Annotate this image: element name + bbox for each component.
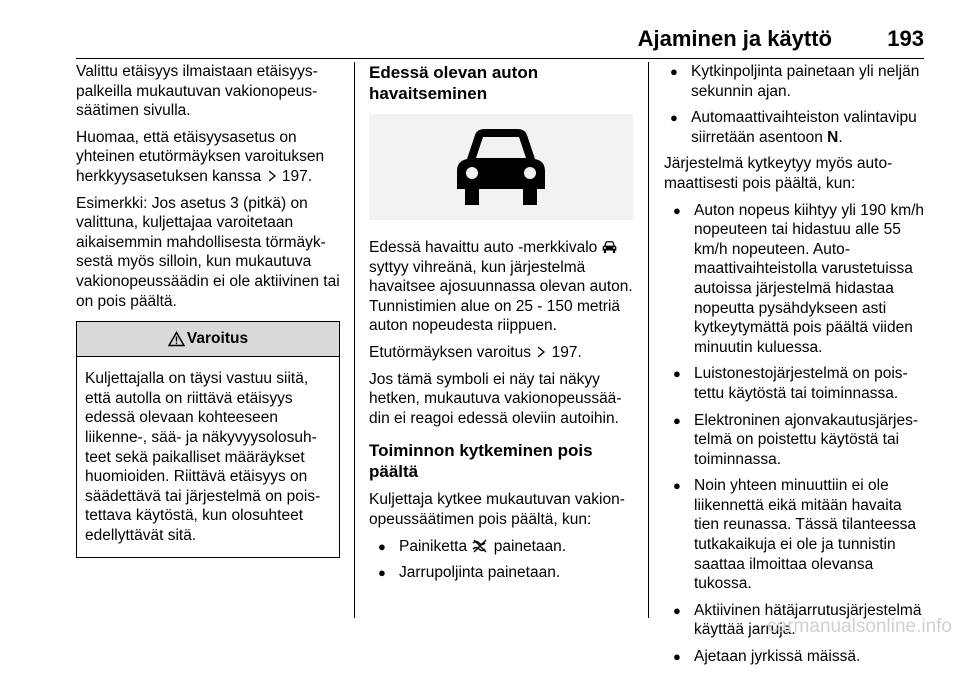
warning-triangle-icon (168, 331, 185, 347)
page-header (76, 22, 924, 58)
page-number: 193 (887, 26, 924, 51)
list-item: ● Auton nopeus kiihtyy yli 190 km/h nopeuteen tai hidastuu alle 55 km/h nopeuteen. Automaattivaihteistolla varustetuissa autoissa järjestelmä hidastaa nopeutta pysähdykseen asti kytkeytymättä pois päältä viiden minuutin kuluessa. (664, 201, 926, 358)
page-ref-link[interactable]: 197. (551, 343, 582, 361)
warning-body (77, 357, 339, 557)
paragraph: Järjestelmä kytkeytyy myös automaattisesti pois päältä, kun: (664, 155, 893, 192)
section-heading: Toiminnon kytkeminen pois päältä (369, 441, 593, 482)
gear-position: N (827, 128, 839, 146)
warning-text: Kuljettajalla on täysi vastuu siitä, että autolla on riittävä etäisyys edessä olevaan kohteeseen liikenne-, sää- ja näkyvyysolosuhteet sekä paikalliset määräykset huomioiden. Riittävä etäisyys on säädettävä tai järjestelmä on poistettava käytöstä, kun olosuhteet edellyttävät sitä. (85, 370, 321, 544)
paragraph: Jos tämä symboli ei näy tai näkyy hetken, mukautuva vakionopeussäädin ei reagoi edessä oleviin autoihin. (369, 370, 622, 427)
cancel-button-icon (471, 539, 489, 553)
list-item: ● Jarrupoljinta painetaan. (369, 563, 633, 583)
bullet-list (664, 62, 926, 147)
paragraph: Kuljettaja kytkee mukautuvan vakionopeussäätimen pois päältä, kun: (369, 491, 625, 528)
bullet-list (664, 201, 926, 667)
column-divider-2 (648, 62, 649, 618)
paragraph: Edessä havaittu auto -merkkivalo syttyy vihreänä, kun järjestelmä havaitsee ajosuunnassa olevan auton. Tunnistimien alue on 25 - 150 metriä auton nopeudesta riippuen. (369, 239, 633, 335)
section-title: Ajaminen ja käyttö (637, 26, 832, 51)
list-item: ● Painiketta painetaan. (369, 537, 633, 557)
list-item: ● Kytkinpoljinta painetaan yli neljän sekunnin ajan. (664, 62, 926, 101)
column-right (664, 62, 926, 674)
paragraph: Valittu etäisyys ilmaistaan etäisyyspalkeilla mukautuvan vakionopeussäätimen sivulla. (76, 63, 318, 120)
list-item: ● Noin yhteen minuuttiin ei ole liikennettä eikä mitään havaita tien reunassa. Tässä tilanteessa tutkakaikuja ei ole ja tunnistin saattaa ilmoittaa olevansa tukossa. (664, 476, 926, 594)
car-front-inline-icon (602, 240, 617, 254)
list-item: ● Automaattivaihteiston valintavipu siirretään asentoon N. (664, 108, 926, 147)
watermark: carmanualsonline.info (767, 616, 952, 637)
warning-title: Varoitus (186, 330, 249, 348)
warning-box (76, 321, 340, 558)
paragraph: Huomaa, että etäisyysasetus on yhteinen etutörmäyksen varoituksen herkkyysasetuksen kanssa 197. (76, 128, 325, 185)
paragraph: Esimerkki: Jos asetus 3 (pitkä) on valittuna, kuljettajaa varoitetaan aikaisemmin mahdollisesta törmäyksestä myös silloin, kun mukautuva vakionopeussäädin ei ole aktiivinen tai on pois päältä. (76, 194, 340, 310)
bullet-list (369, 537, 633, 583)
page-ref-link[interactable]: 197. (281, 167, 313, 185)
page-ref-arrow-icon (535, 345, 547, 359)
list-item: ● Elektroninen ajonvakautusjärjestelmä on poistettu käytöstä tai toiminnassa. (664, 411, 926, 470)
indicator-illustration (369, 114, 633, 220)
column-left (76, 62, 340, 558)
column-divider-1 (354, 62, 355, 618)
column-middle (369, 62, 633, 590)
list-item: ● Ajetaan jyrkissä mäissä. (664, 647, 926, 667)
section-heading: Edessä olevan auton havaitseminen (369, 63, 539, 103)
warning-header (77, 322, 339, 357)
page-ref-arrow-icon (266, 169, 278, 183)
header-rule (76, 58, 924, 59)
list-item: ● Luistonestojärjestelmä on poistettu käytöstä tai toiminnassa. (664, 364, 926, 403)
paragraph: Etutörmäyksen varoitus 197. (369, 343, 582, 361)
list-item: ● Aktiivinen hätäjarrutusjärjestelmä käyttää jarruja. (664, 601, 926, 640)
car-front-icon (453, 125, 549, 209)
